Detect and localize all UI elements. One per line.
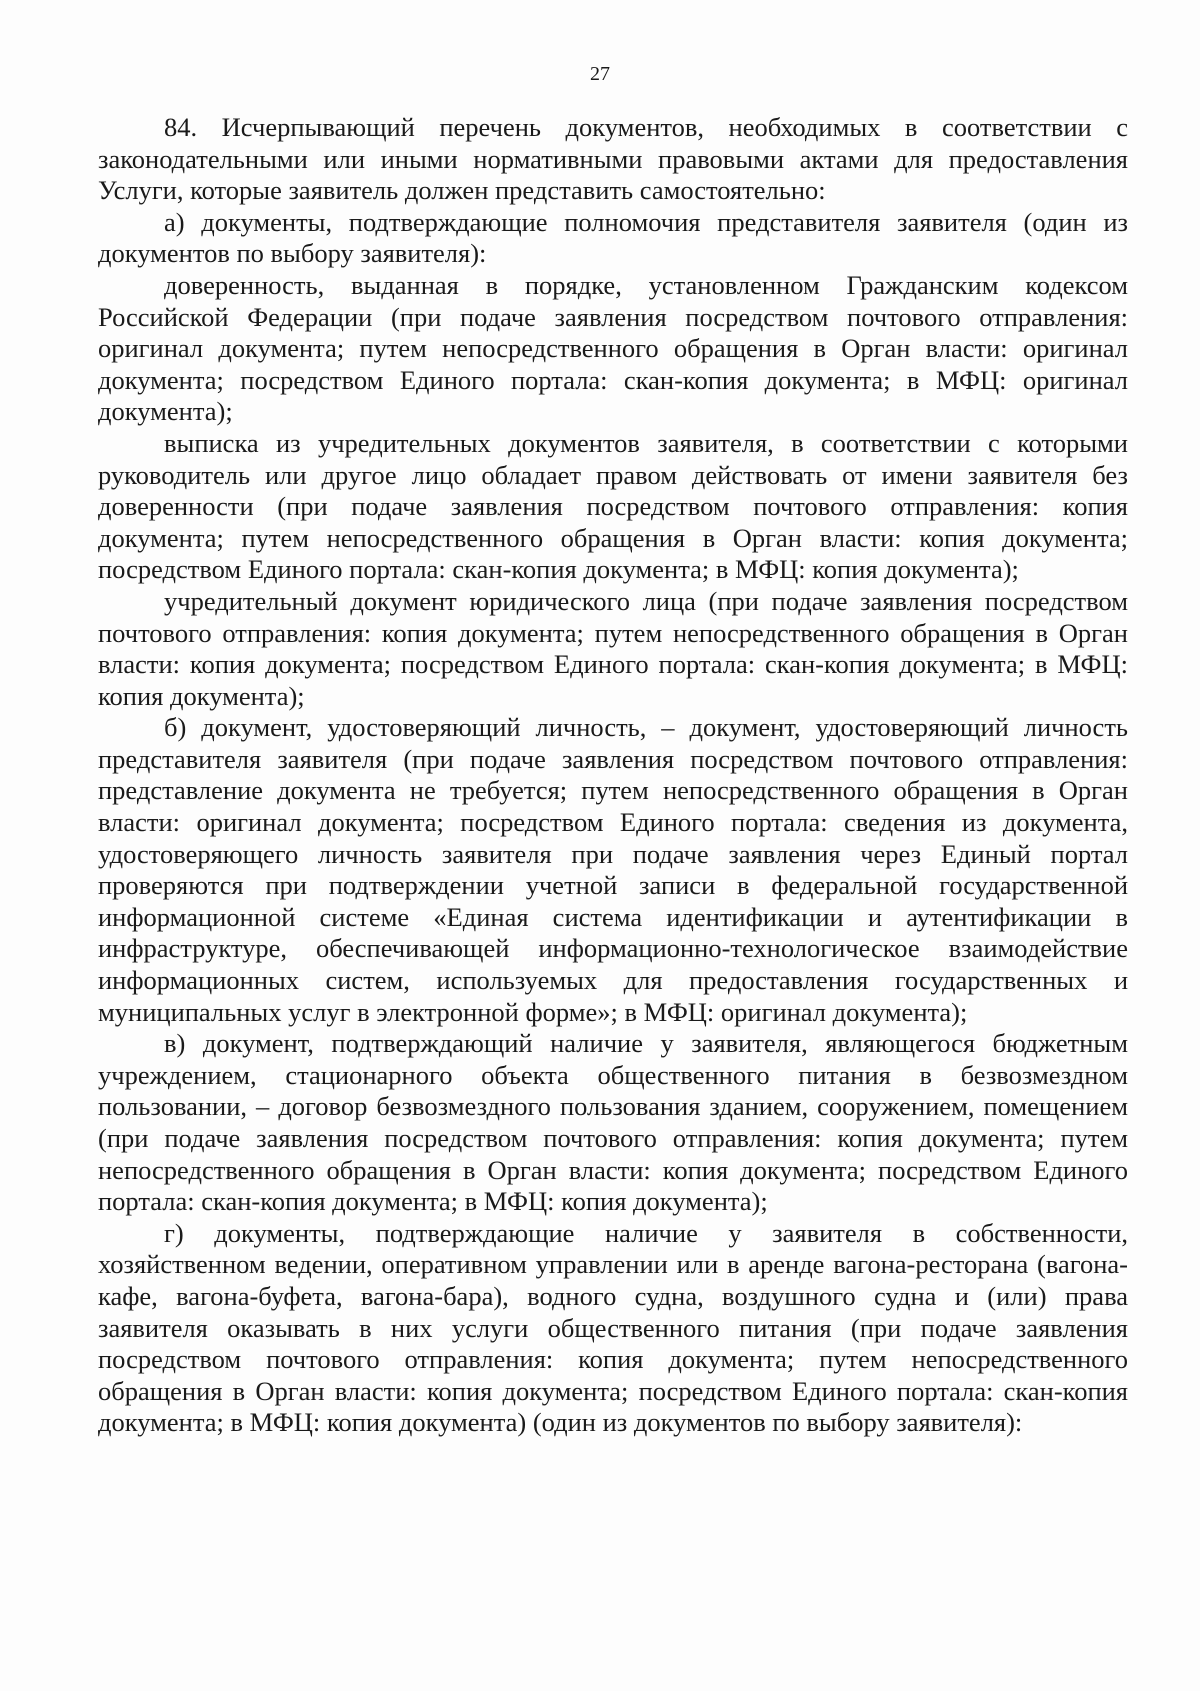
paragraph-item-a: а) документы, подтверждающие полномочия представителя заявителя (один из документов по выбору заявителя): — [98, 206, 1128, 269]
paragraph-item-b: б) документ, удостоверяющий личность, – документ, удостоверяющий личность представителя заявителя (при подаче заявления посредством почтового отправления: представление документа не требуется; путем непосредственного обращения в Орган власти: оригинал документа; посредством Единого портала: сведения из документа, удостоверяющего личность заявителя при подаче заявления через Единый портал проверяются при подтверждении учетной записи в федеральной государственной информационной системе «Единая система идентификации и аутентификации в инфраструктуре, обеспечивающей информационно-технологическое взаимодействие информационных систем, используемых для предоставления государственных и муниципальных услуг в электронной форме»; в МФЦ: оригинал документа); — [98, 712, 1128, 1027]
document-body — [98, 112, 1128, 1439]
paragraph-charter-document: учредительный документ юридического лица (при подаче заявления посредством почтового отправления: копия документа; путем непосредственного обращения в Орган власти: копия документа; посредством Единого портала: скан-копия документа; в МФЦ: копия документа); — [98, 585, 1128, 711]
page-number: 27 — [590, 63, 610, 85]
paragraph-item-g: г) документы, подтверждающие наличие у заявителя в собственности, хозяйственном ведении, оперативном управлении или в аренде вагона-ресторана (вагона-кафе, вагона-буфета, вагона-бара), водного судна, воздушного судна и (или) права заявителя оказывать в них услуги общественного питания (при подаче заявления посредством почтового отправления: копия документа; путем непосредственного обращения в Орган власти: копия документа; посредством Единого портала: скан-копия документа; в МФЦ: копия документа) (один из документов по выбору заявителя): — [98, 1217, 1128, 1438]
paragraph-84-intro: 84. Исчерпывающий перечень документов, необходимых в соответствии с законодательными или иными нормативными правовыми актами для предоставления Услуги, которые заявитель должен представить самостоятельно: — [98, 112, 1128, 206]
paragraph-item-v: в) документ, подтверждающий наличие у заявителя, являющегося бюджетным учреждением, стационарного объекта общественного питания в безвозмездном пользовании, – договор безвозмездного пользования зданием, сооружением, помещением (при подаче заявления посредством почтового отправления: копия документа; путем непосредственного обращения в Орган власти: копия документа; посредством Единого портала: скан-копия документа; в МФЦ: копия документа); — [98, 1028, 1128, 1217]
paragraph-power-of-attorney: доверенность, выданная в порядке, установленном Гражданским кодексом Российской Федерации (при подаче заявления посредством почтового отправления: оригинал документа; путем непосредственного обращения в Орган власти: оригинал документа; посредством Единого портала: скан-копия документа; в МФЦ: оригинал документа); — [98, 269, 1128, 427]
paragraph-charter-extract: выписка из учредительных документов заявителя, в соответствии с которыми руководитель или другое лицо обладает правом действовать от имени заявителя без доверенности (при подаче заявления посредством почтового отправления: копия документа; путем непосредственного обращения в Орган власти: копия документа; посредством Единого портала: скан-копия документа; в МФЦ: копия документа); — [98, 427, 1128, 585]
